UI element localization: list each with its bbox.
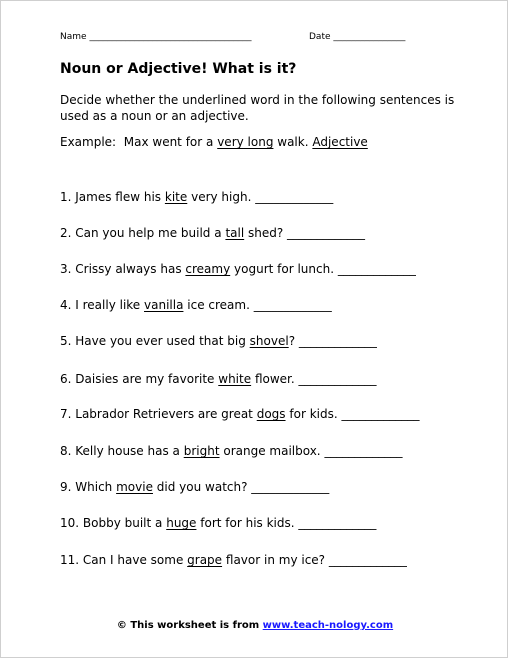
footer-text: © This worksheet is from [116, 620, 260, 631]
underlined-word: vanilla [144, 298, 184, 312]
question-rest: very high. _____________ [191, 190, 334, 204]
footer-link[interactable]: www.teach-nology.com [262, 620, 394, 631]
question-3 [60, 262, 416, 276]
page-title: Noun or Adjective! What is it? [60, 61, 297, 77]
underlined-word: creamy [185, 262, 231, 276]
underlined-word: huge [166, 516, 197, 530]
question-1 [60, 190, 333, 204]
question-10 [60, 516, 376, 530]
question-rest: ice cream. _____________ [187, 298, 332, 312]
question-rest: ? _____________ [288, 334, 377, 348]
question-2 [60, 226, 365, 240]
header [60, 32, 460, 42]
underlined-word: bright [183, 444, 220, 458]
underlined-word: grape [187, 553, 223, 567]
underlined-word: dogs [256, 407, 286, 421]
question-text: 5. Have you ever used that big [60, 334, 246, 348]
question-7 [60, 407, 419, 421]
instructions: Decide whether the underlined word in the following sentences is used as a noun or an adjective. [60, 93, 455, 123]
question-rest: fort for his kids. _____________ [200, 516, 377, 530]
question-rest: flower. _____________ [254, 372, 377, 386]
underlined-word: tall [225, 226, 245, 240]
question-text: 10. Bobby built a [60, 516, 163, 530]
example-before: Max went for a [123, 135, 214, 149]
question-8 [60, 444, 402, 458]
question-text: 4. I really like [60, 298, 141, 312]
example-after: walk. [277, 135, 309, 149]
question-rest: orange mailbox. _____________ [223, 444, 403, 458]
question-rest: flavor in my ice? _____________ [225, 553, 407, 567]
question-text: 8. Kelly house has a [60, 444, 180, 458]
question-11 [60, 553, 407, 567]
question-5 [60, 334, 377, 348]
question-rest: shed? _____________ [248, 226, 366, 240]
question-text: 9. Which [60, 480, 113, 494]
underlined-word: kite [164, 190, 188, 204]
question-text: 7. Labrador Retrievers are great [60, 407, 253, 421]
question-4 [60, 298, 332, 312]
underlined-word: white [218, 372, 252, 386]
underlined-word: shovel [249, 334, 289, 348]
example [60, 135, 368, 149]
question-9 [60, 480, 329, 494]
date-label: Date [309, 32, 331, 42]
question-text: 11. Can I have some [60, 553, 184, 567]
date-blank: ________________ [333, 32, 406, 42]
question-text: 3. Crissy always has [60, 262, 182, 276]
footer [1, 620, 509, 631]
question-text: 2. Can you help me build a [60, 226, 222, 240]
name-label: Name [60, 32, 87, 42]
example-label: Example: [60, 135, 117, 149]
question-6 [60, 372, 377, 386]
question-rest: did you watch? _____________ [156, 480, 330, 494]
question-text: 6. Daisies are my favorite [60, 372, 215, 386]
question-text: 1. James flew his [60, 190, 162, 204]
underlined-word: movie [116, 480, 153, 494]
example-answer: Adjective [312, 135, 368, 149]
example-word: very long [217, 135, 274, 149]
date-field [309, 32, 405, 42]
question-rest: for kids. _____________ [289, 407, 420, 421]
name-blank: ____________________________________ [89, 32, 252, 42]
question-rest: yogurt for lunch. _____________ [234, 262, 416, 276]
